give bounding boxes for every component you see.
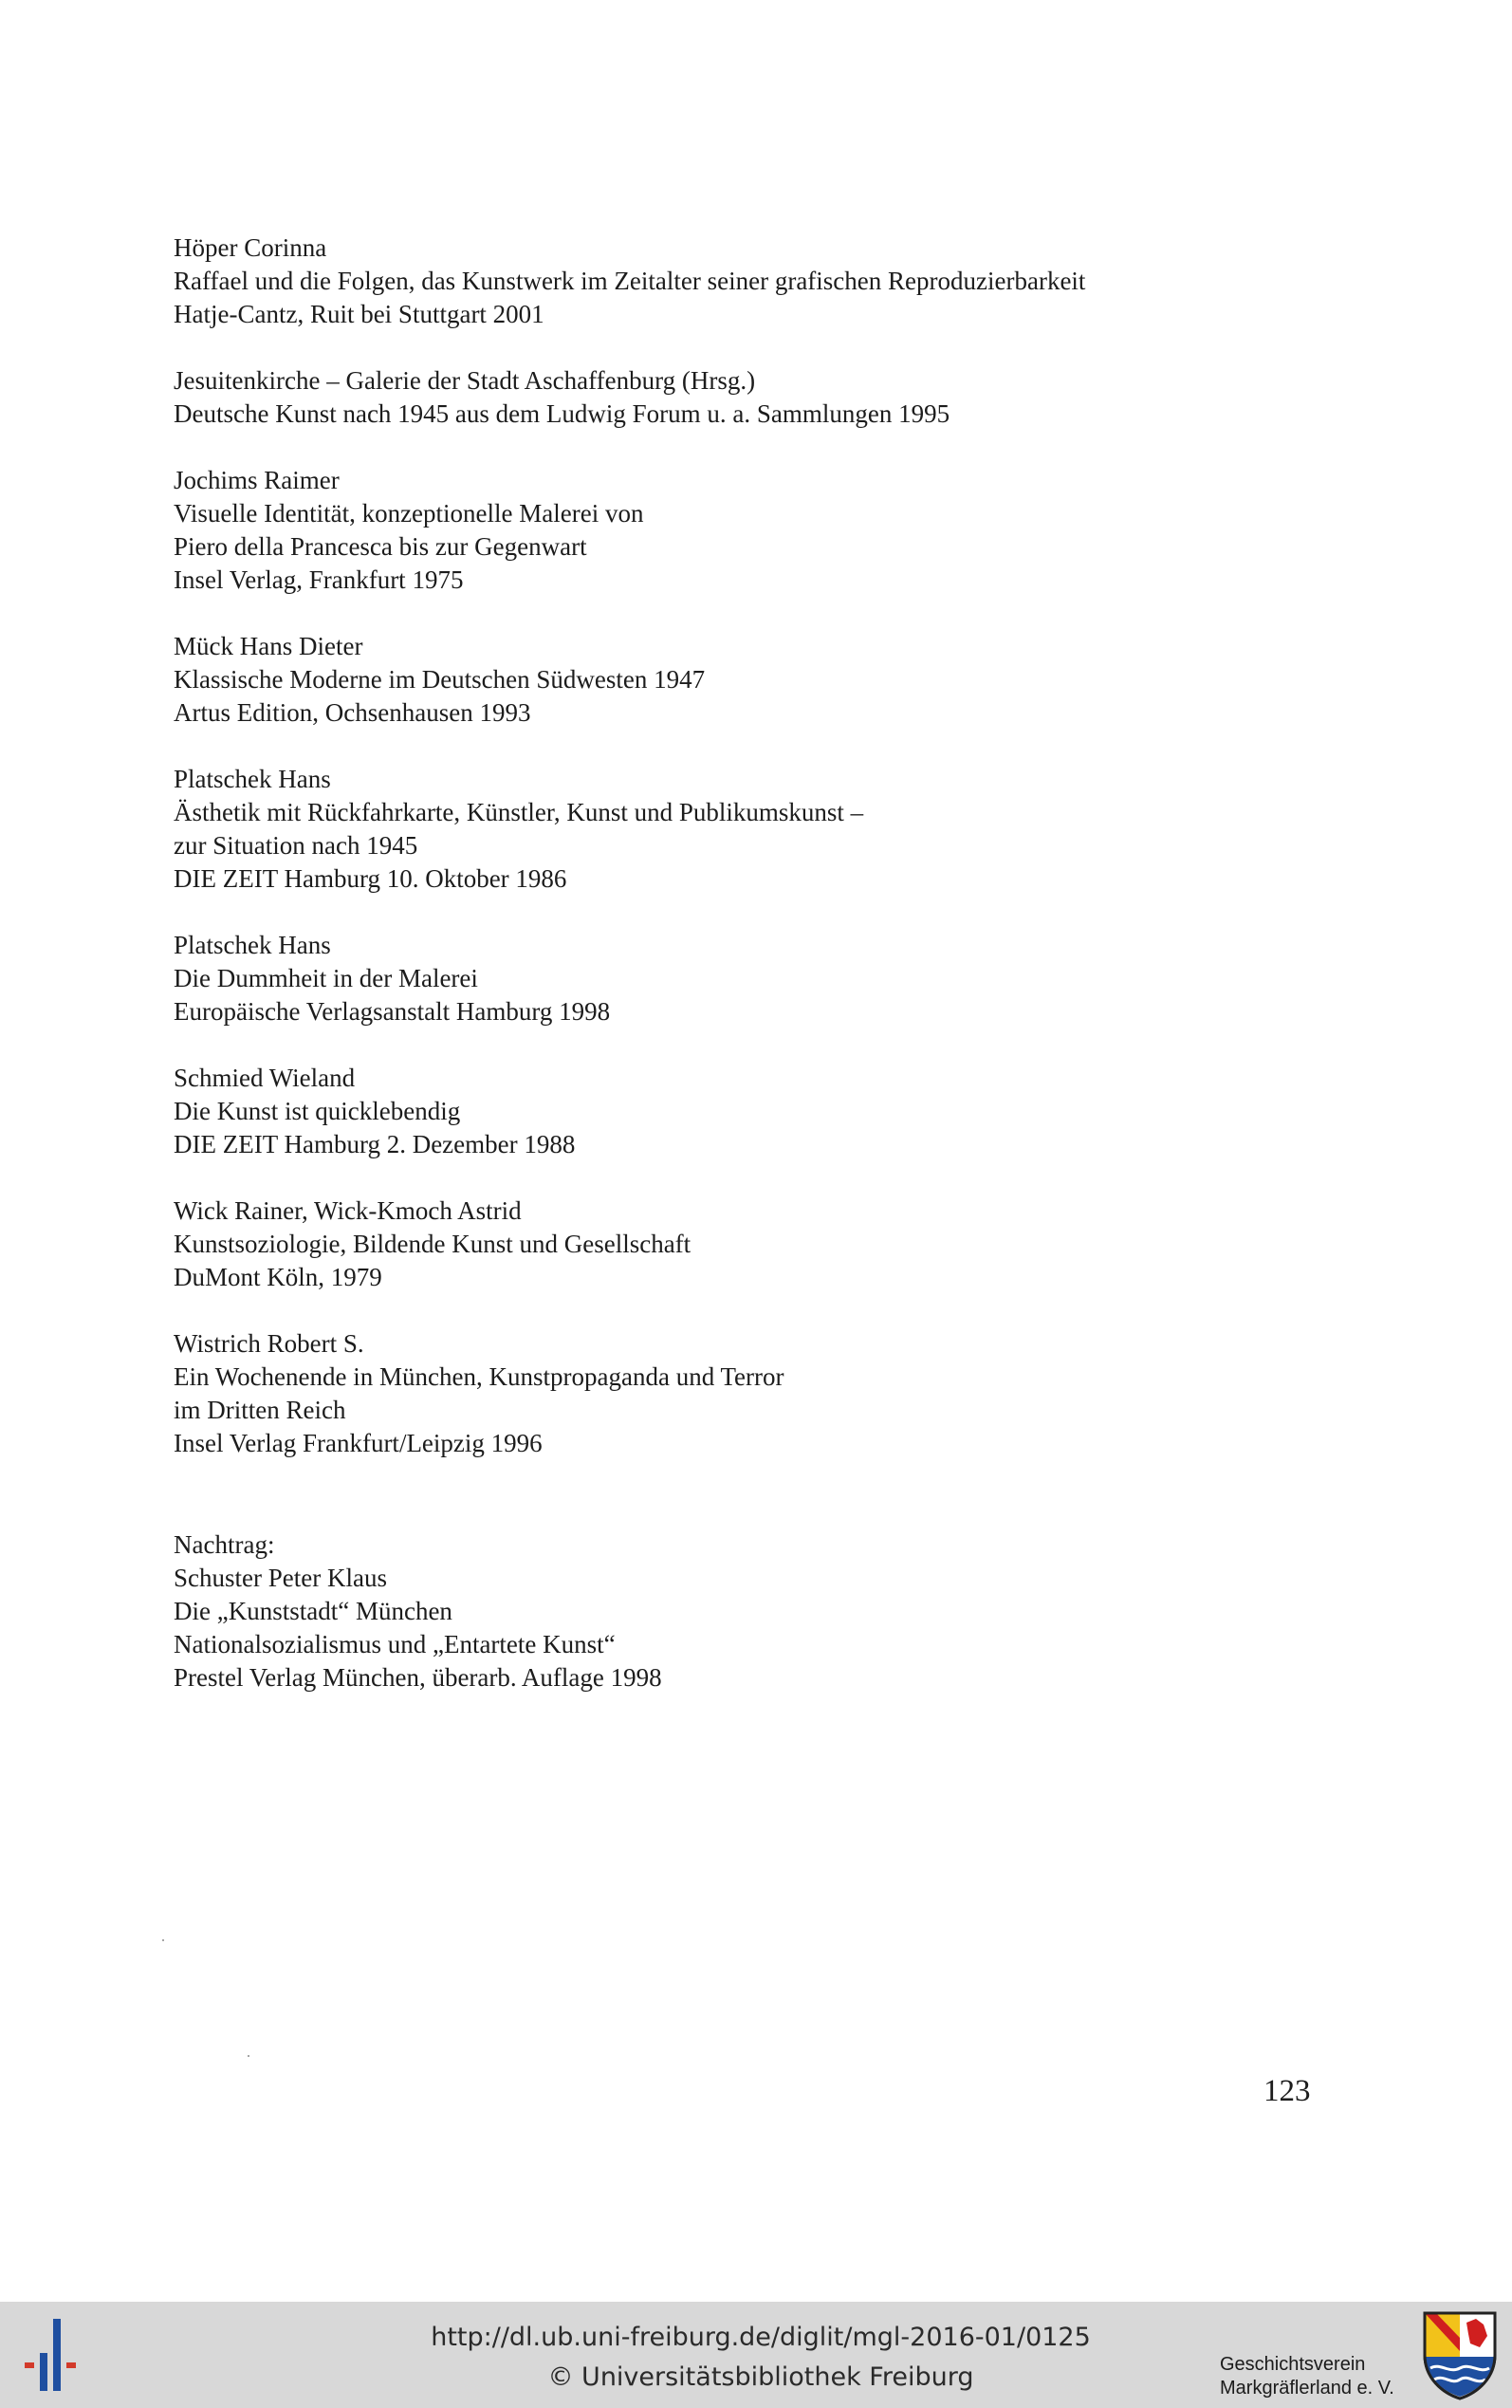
bibliography-entry [174,1062,1312,1161]
bibliography-entry [174,630,1312,730]
society-name [1220,2353,1419,2400]
entry-author: Schuster Peter Klaus [174,1564,387,1592]
entry-title: Die Kunst ist quicklebendig [174,1097,461,1125]
entry-title: Nationalsozialismus und „Entartete Kunst“ [174,1630,616,1658]
bibliography-entry [174,1195,1312,1294]
entry-title: Die „Kunststadt“ München [174,1597,452,1625]
entry-publisher: Artus Edition, Ochsenhausen 1993 [174,698,531,727]
entry-title: Piero della Prancesca bis zur Gegenwart [174,532,587,561]
bibliography-entry [174,364,1312,431]
bibliography-entry [174,1327,1312,1460]
coat-of-arms-icon[interactable] [1421,2309,1499,2400]
bibliography-addendum [174,1528,1312,1695]
entry-title: Die Dummheit in der Malerei [174,964,478,992]
entry-title: Deutsche Kunst nach 1945 aus dem Ludwig Forum u. a. Sammlungen 1995 [174,399,950,428]
entry-title: im Dritten Reich [174,1396,346,1424]
entry-title: Kunstsoziologie, Bildende Kunst und Gesellschaft [174,1230,691,1258]
entry-publisher: Prestel Verlag München, überarb. Auflage 1998 [174,1663,662,1692]
entry-author: Mück Hans Dieter [174,632,363,660]
entry-author: Schmied Wieland [174,1064,356,1092]
entry-publisher: Europäische Verlagsanstalt Hamburg 1998 [174,997,611,1026]
bibliography-entry [174,232,1312,331]
entry-author: Platschek Hans [174,765,331,793]
entry-title: Ästhetik mit Rückfahrkarte, Künstler, Kunst und Publikumskunst – [174,798,864,826]
entry-author: Jochims Raimer [174,466,340,494]
entry-title: Visuelle Identität, konzeptionelle Malerei von [174,499,644,528]
page-number: 123 [1263,2074,1311,2108]
entry-publisher: Hatje-Cantz, Ruit bei Stuttgart 2001 [174,300,544,328]
scan-speck [248,2055,249,2057]
entry-author: Platschek Hans [174,931,331,959]
bibliography-entry [174,763,1312,896]
entry-title: Ein Wochenende in München, Kunstpropaganda und Terror [174,1362,784,1391]
entry-title: Klassische Moderne im Deutschen Südwesten 1947 [174,665,706,694]
entry-title: zur Situation nach 1945 [174,831,418,860]
society-name-line: Markgräflerland e. V. [1220,2378,1394,2399]
entry-publisher: DIE ZEIT Hamburg 10. Oktober 1986 [174,864,567,893]
entry-publisher: Insel Verlag, Frankfurt 1975 [174,565,464,594]
bibliography-list [174,232,1312,1728]
bibliography-entry [174,464,1312,597]
society-name-line: Geschichtsverein [1220,2354,1366,2375]
entry-publisher: DIE ZEIT Hamburg 2. Dezember 1988 [174,1130,576,1158]
entry-author: Höper Corinna [174,233,327,262]
scan-speck [162,1939,164,1941]
entry-title: Raffael und die Folgen, das Kunstwerk im Zeitalter seiner grafischen Reproduzierbarkeit [174,267,1086,295]
addendum-heading: Nachtrag: [174,1530,275,1559]
entry-author: Wistrich Robert S. [174,1329,364,1358]
footer-copyright: © Universitätsbibliothek Freiburg [547,2362,974,2392]
footer-url-link[interactable]: http://dl.ub.uni-freiburg.de/diglit/mgl-2016-01/0125 [431,2323,1091,2352]
entry-author: Jesuitenkirche – Galerie der Stadt Aschaffenburg (Hrsg.) [174,366,756,395]
entry-publisher: DuMont Köln, 1979 [174,1263,382,1291]
entry-author: Wick Rainer, Wick-Kmoch Astrid [174,1196,522,1225]
footer-bar [0,2302,1512,2408]
entry-publisher: Insel Verlag Frankfurt/Leipzig 1996 [174,1429,543,1457]
bibliography-entry [174,929,1312,1028]
